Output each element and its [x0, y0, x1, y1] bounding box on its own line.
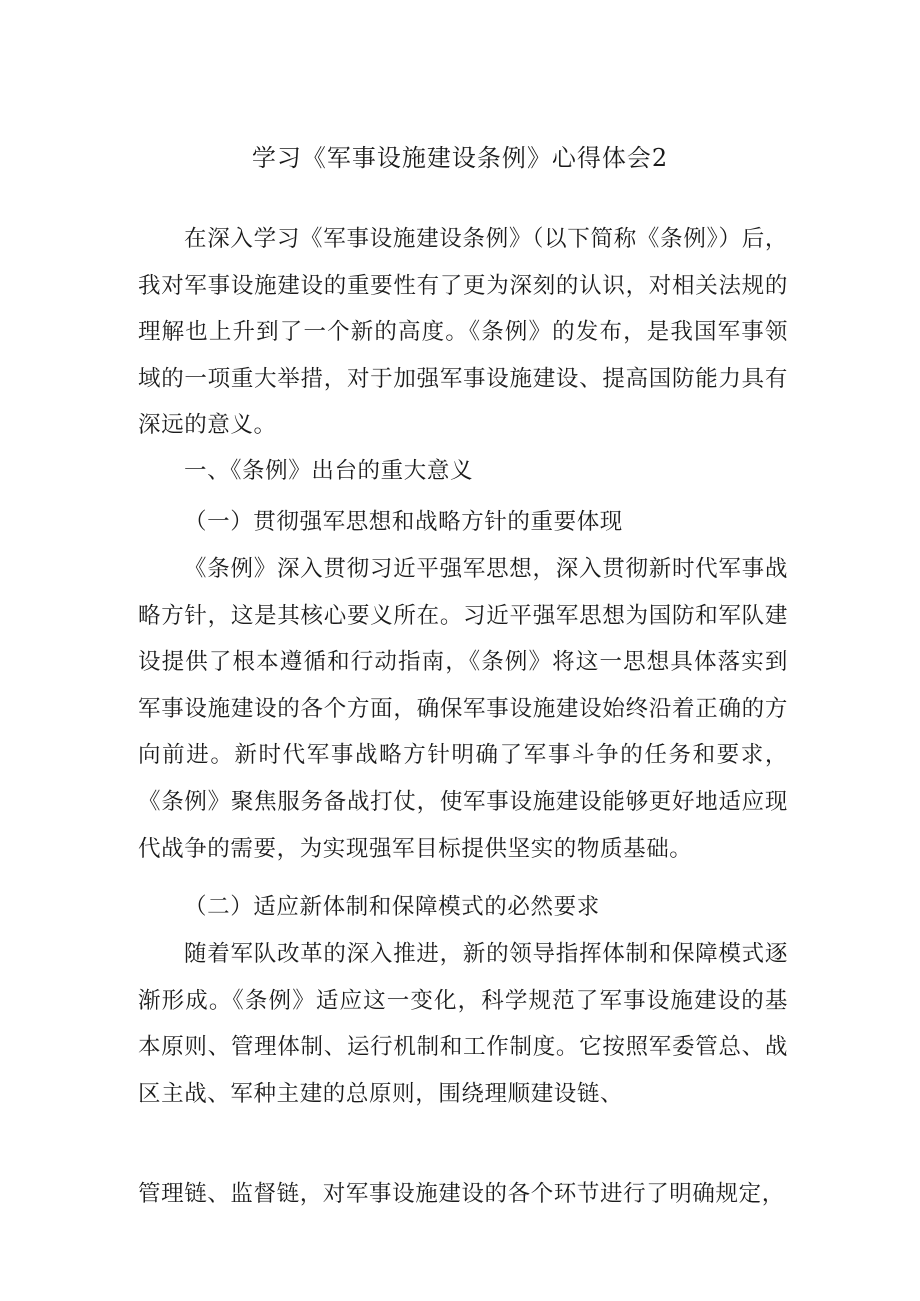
subsection-1-paragraph: 《条例》深入贯彻习近平强军思想，深入贯彻新时代军事战略方针，这是其核心要义所在。习近平强军思想为国防和军队建设提供了根本遵循和行动指南，《条例》将这一思想具体落实到军事设施建设的各个方面，确保军事设施建设始终沿着正确的方向前进。新时代军事战略方针明确了军事斗争的任务和要求，《条例》聚焦服务备战打仗，使军事设施建设能够更好地适应现代战争的需要，为实现强军目标提供坚实的物质基础。 — [138, 556, 788, 862]
document-title: 学习《军事设施建设条例》心得体会2 — [251, 144, 669, 172]
section-heading-1: 一、《条例》出台的重大意义 — [184, 458, 474, 484]
subsection-heading-2: （二）适应新体制和保障模式的必然要求 — [184, 894, 600, 920]
subsection-heading-1: （一）贯彻强军思想和战略方针的重要体现 — [184, 509, 623, 535]
intro-paragraph: 在深入学习《军事设施建设条例》（以下简称《条例》）后，我对军事设施建设的重要性有了更为深刻的认识，对相关法规的理解也上升到了一个新的高度。《条例》的发布，是我国军事领域的一项重大举措，对于加强军事设施建设、提高国防能力具有深远的意义。 — [138, 226, 788, 439]
subsection-2-paragraph: 随着军队改革的深入推进，新的领导指挥体制和保障模式逐渐形成。《条例》适应这一变化，科学规范了军事设施建设的基本原则、管理体制、运行机制和工作制度。它按照军委管总、战区主战、军种主建的总原则，围绕理顺建设链、 — [138, 941, 788, 1107]
subsection-2-continued-line: 管理链、监督链，对军事设施建设的各个环节进行了明确规定， — [138, 1181, 785, 1207]
